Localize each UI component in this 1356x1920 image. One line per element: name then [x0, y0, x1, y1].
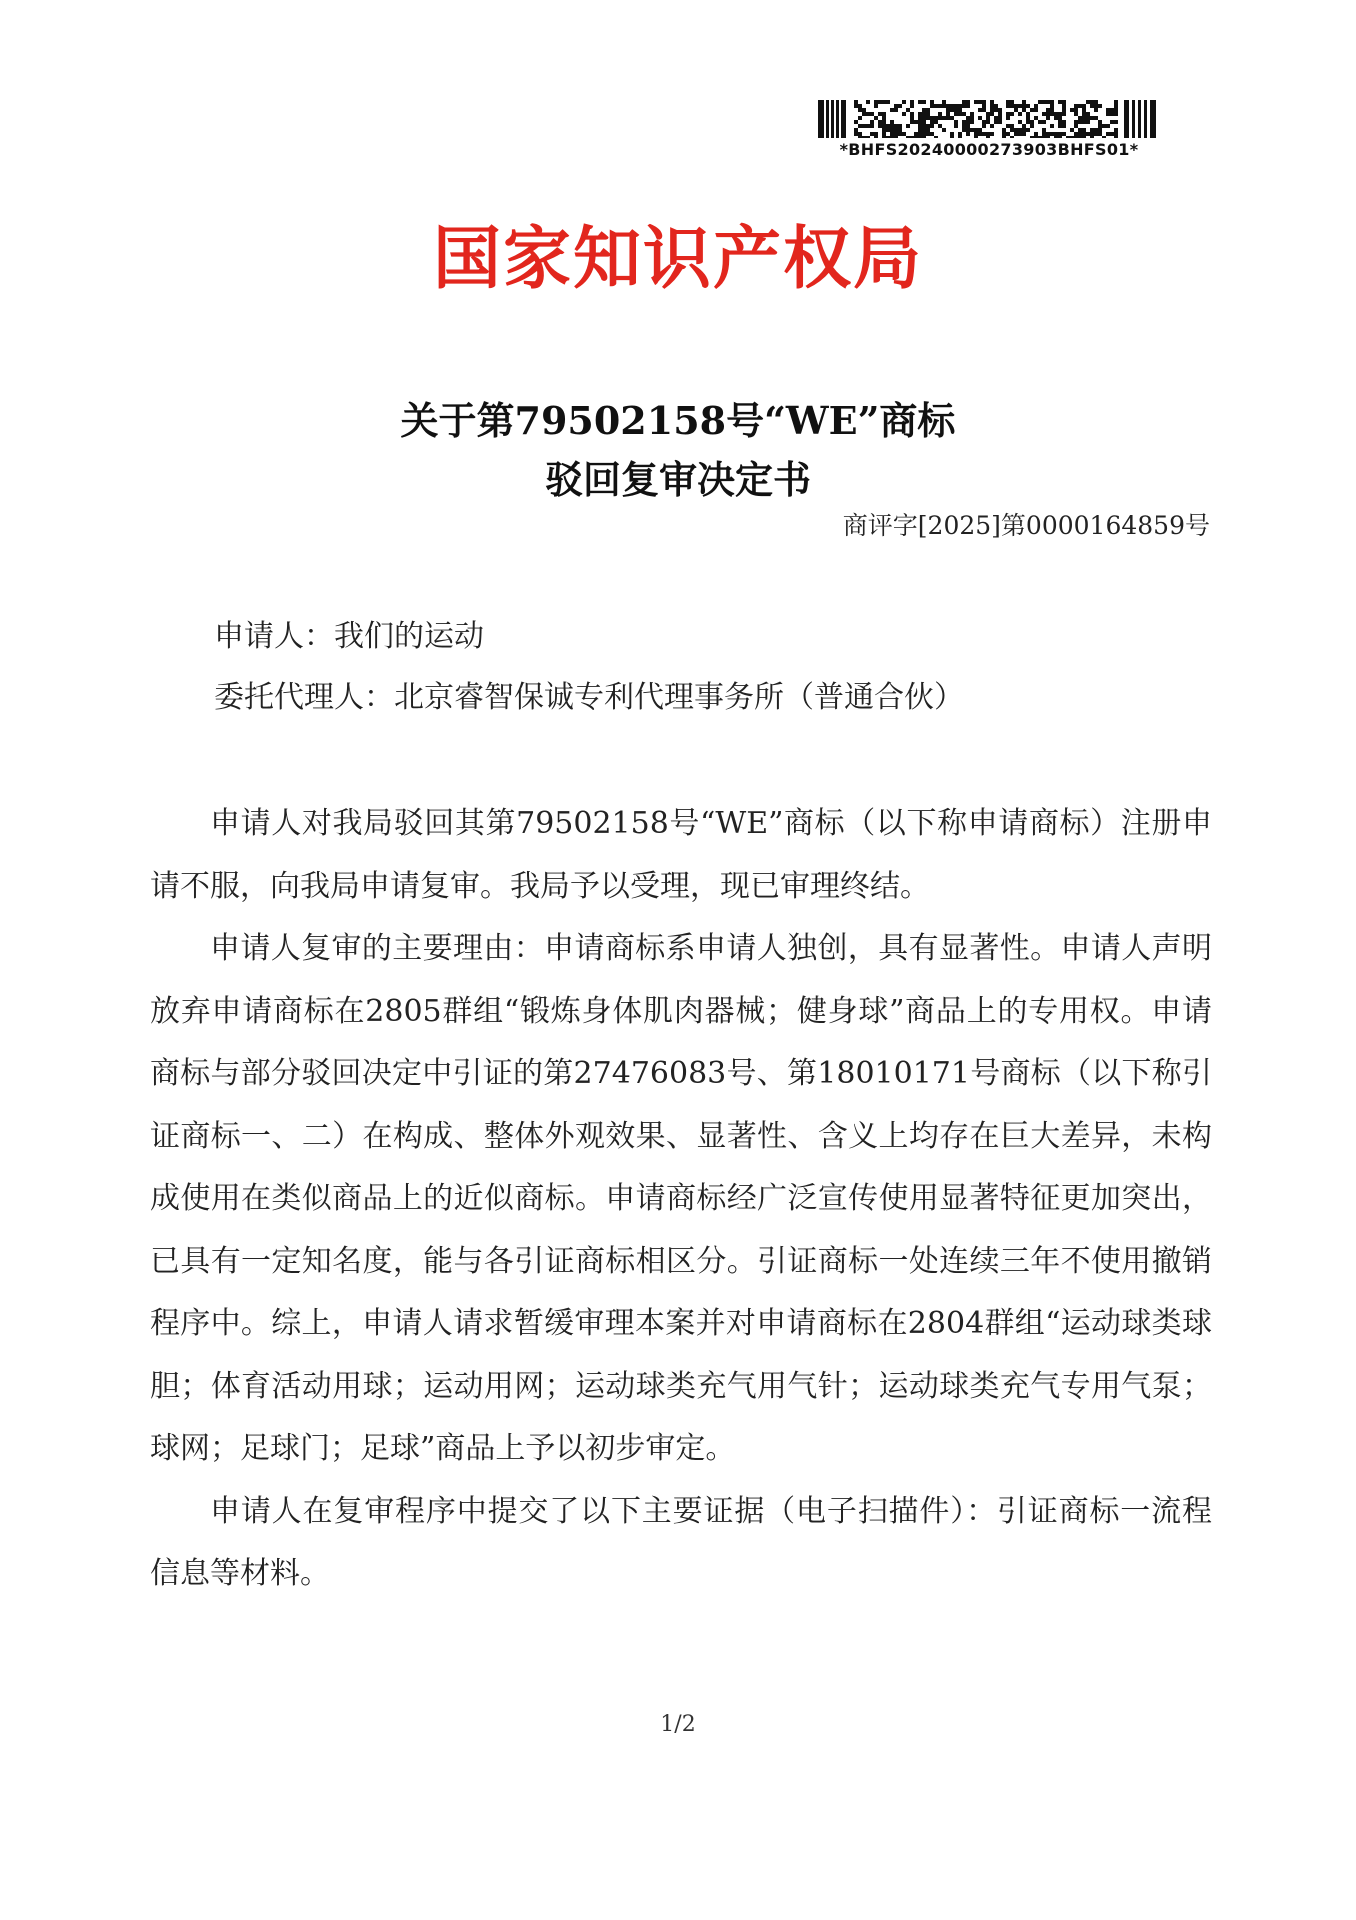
- paragraph: 申请人对我局驳回其第79502158号“WE”商标（以下称申请商标）注册申请不服，向我局申请复审。我局予以受理，现已审理终结。: [150, 806, 1212, 904]
- barcode: [818, 100, 1160, 138]
- agent-field: 委托代理人：北京睿智保诚专利代理事务所（普通合伙）: [214, 680, 964, 715]
- barcode-text: *BHFS20240000273903BHFS01*: [839, 140, 1139, 159]
- document-title-line-2: 驳回复审决定书: [544, 457, 811, 502]
- applicant-field: 申请人：我们的运动: [214, 619, 484, 654]
- page-number: 1/2: [660, 1712, 696, 1737]
- document-number: 商评字[2025]第0000164859号: [842, 511, 1210, 540]
- paragraph: 申请人复审的主要理由：申请商标系申请人独创，具有显著性。申请人声明放弃申请商标在2805群组“锻炼身体肌肉器械；健身球”商品上的专用权。申请商标与部分驳回决定中引证的第27476083号、第18010171号商标（以下称引证商标一、二）在构成、整体外观效果、显著性、含义上均存在巨大差异，未构成使用在类似商品上的近似商标。申请商标经广泛宣传使用显著特征更加突出，已具有一定知名度，能与各引证商标相区分。引证商标一处连续三年不使用撤销程序中。综上，申请人请求暂缓审理本案并对申请商标在2804群组“运动球类球胆；体育活动用球；运动用网；运动球类充气用气针；运动球类充气专用气泵；球网；足球门；足球”商品上予以初步审定。: [150, 931, 1212, 1466]
- document-title-line-1: 关于第79502158号“WE”商标: [400, 398, 956, 443]
- paragraph: 申请人在复审程序中提交了以下主要证据（电子扫描件）：引证商标一流程信息等材料。: [150, 1493, 1212, 1591]
- issuing-authority: 国家知识产权局: [432, 220, 923, 299]
- decision-body: [150, 793, 1212, 1606]
